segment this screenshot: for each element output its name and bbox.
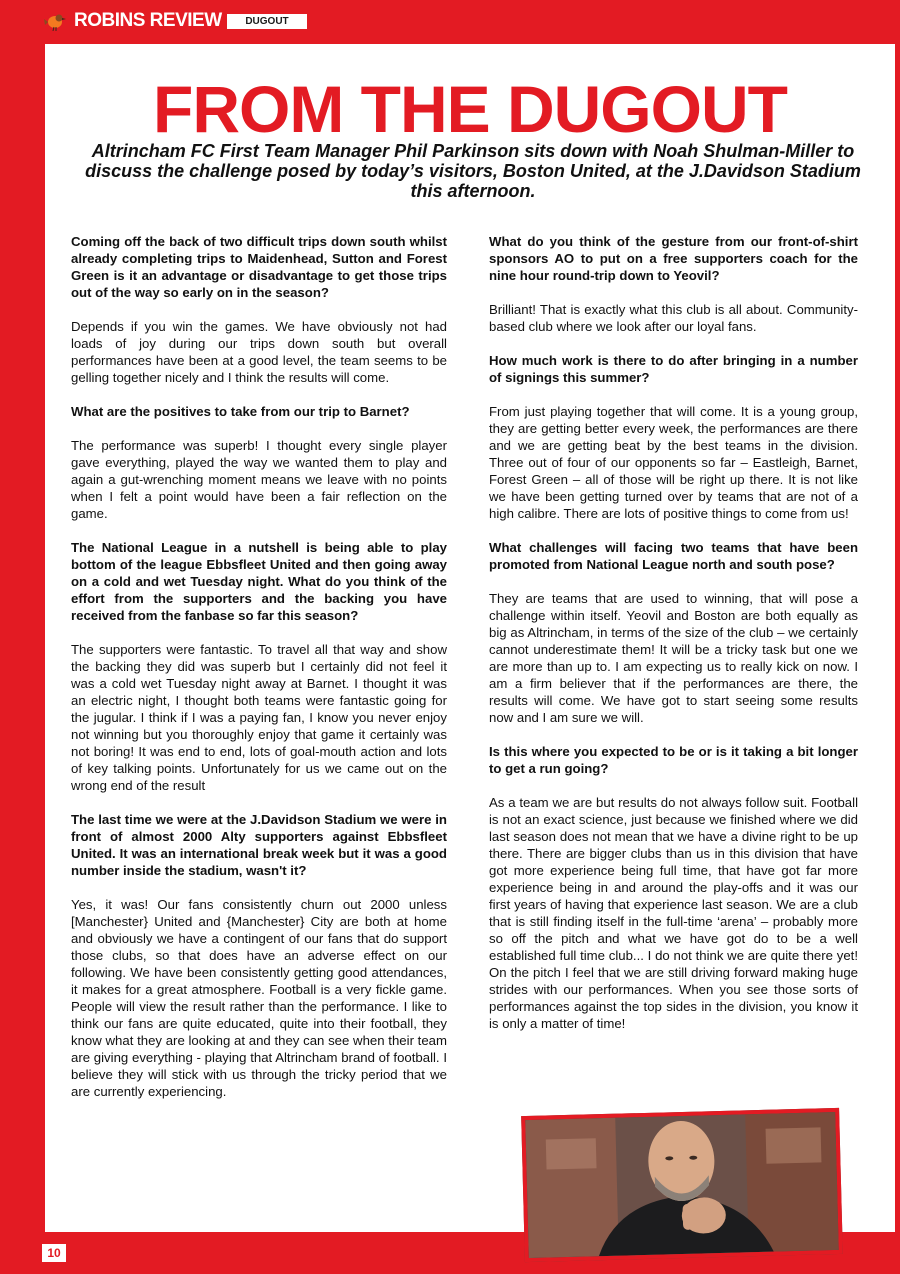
right-column [489, 233, 858, 1049]
question: How much work is there to do after bringing in a number of signings this summer? [489, 353, 858, 385]
question: The National League in a nutshell is being able to play bottom of the league Ebbsfleet United and then going away on a cold and wet Tuesday night. What do you think of the effort from the supporters and the backing you have received from the fanbase so far this season? [71, 540, 447, 623]
question: What challenges will facing two teams that have been promoted from National League north and south pose? [489, 540, 858, 572]
question: The last time we were at the J.Davidson Stadium we were in front of almost 2000 Alty supporters against Ebbsfleet United. It was an international break week but it was a good number inside the stadium, wasn't it? [71, 812, 447, 878]
answer: The supporters were fantastic. To travel all that way and show the backing they did was superb but I certainly did not feel it was a cold wet Tuesday night away at Barnet. I thought it was an electric night, I thought both teams were fantastic going for the jugular. I think if I was a paying fan, I know you never enjoy not winning but you thoroughly enjoy that game it certainly was not boring! It was end to end, lots of goal-mouth action and lots of key talking points. Unfortunately for us we came out on the wrong end of the result [71, 642, 447, 793]
article-subtitle: Altrincham FC First Team Manager Phil Parkinson sits down with Noah Shulman-Miller to discuss the challenge posed by today’s visitors, Boston United, at the J.Davidson Stadium this afternoon. [85, 141, 861, 201]
answer: Brilliant! That is exactly what this club is all about. Community-based club where we look after our loyal fans. [489, 302, 858, 334]
answer: From just playing together that will come. It is a young group, they are getting better every week, the performances are there and we are getting beat by the best teams in the division. Three out of four of our opponents so far – Eastleigh, Barnet, Forest Green – all of those will be right up there. It is not like we have been getting turned over by teams that are not of a high calibre. There are lots of positive things to come from us! [489, 404, 858, 521]
answer: Depends if you win the games. We have obviously not had loads of joy during our trips down south but overall performances have been at a good level, the team seems to be gelling together nicely and I think the results will come. [71, 319, 447, 385]
question: Coming off the back of two difficult trips down south whilst already completing trips to Maidenhead, Sutton and Forest Green is it an advantage or disadvantage to get those trips out of the way so early on in the season? [71, 234, 447, 300]
manager-photo [521, 1108, 843, 1262]
left-column [71, 233, 447, 1117]
question: What do you think of the gesture from our front-of-shirt sponsors AO to put on a free supporters coach for the nine hour round-trip down to Yeovil? [489, 234, 858, 283]
header-bar [0, 0, 900, 44]
question: Is this where you expected to be or is it taking a bit longer to get a run going? [489, 744, 858, 776]
answer: They are teams that are used to winning, that will pose a challenge within itself. Yeovil and Boston are both equally as big as Altrincham, in terms of the size of the club – we certainly cannot underestimate them! It will be a tricky task but one we are more than up to. I am expecting us to really kick on now. I am a firm believer that if the performances are there, the results will come. We have got to start seeing some results now and I am sure we will. [489, 591, 858, 725]
page-number: 10 [42, 1244, 66, 1262]
page-title: FROM THE DUGOUT [153, 72, 787, 146]
manager-portrait-illustration [525, 1112, 839, 1258]
answer: Yes, it was! Our fans consistently churn out 2000 unless [Manchester} United and {Manchester} City are both at home and obviously we have a contingent of our fans that do support those clubs, so that does have an adverse effect on our following. We have been consistently getting good attendances, it makes for a great atmosphere. Football is a very fickle game. People will view the result rather than the performance. I like to think our fans are quite educated, quite into their football, they know what they are looking at and they can see when their team are giving everything - playing that Altrincham brand of football. I believe they will stick with us through the tricky period that we are currently experiencing. [71, 897, 447, 1099]
answer: The performance was superb! I thought every single player gave everything, played the way we wanted them to play and again a gut-wrenching moment means we leave with no points when I felt a point would have been a fair reflection on the game. [71, 438, 447, 521]
question: What are the positives to take from our trip to Barnet? [71, 404, 410, 419]
brand-name: ROBINS REVIEW [74, 10, 222, 31]
article-page [45, 44, 895, 1232]
answer: As a team we are but results do not always follow suit. Football is not an exact science, just because we finished where we did last season does not mean that we have a divine right to be up there. There are bigger clubs than us in this division that have got more experience being full time, that have got far more experience being in and around the play-offs and it was our first years of having that experience last season. We are a club that is still finding itself in the full-time ‘arena’ – probably more so off the pitch and what we have got do to be a well established full time club... I do not think we are quite there yet! On the pitch I feel that we are still driving forward making huge strides with our performances. When you see those sorts of performances against the top sides in the division, you know it is only a matter of time! [489, 795, 858, 1031]
robin-icon [44, 11, 66, 31]
section-tag: DUGOUT [227, 14, 307, 29]
